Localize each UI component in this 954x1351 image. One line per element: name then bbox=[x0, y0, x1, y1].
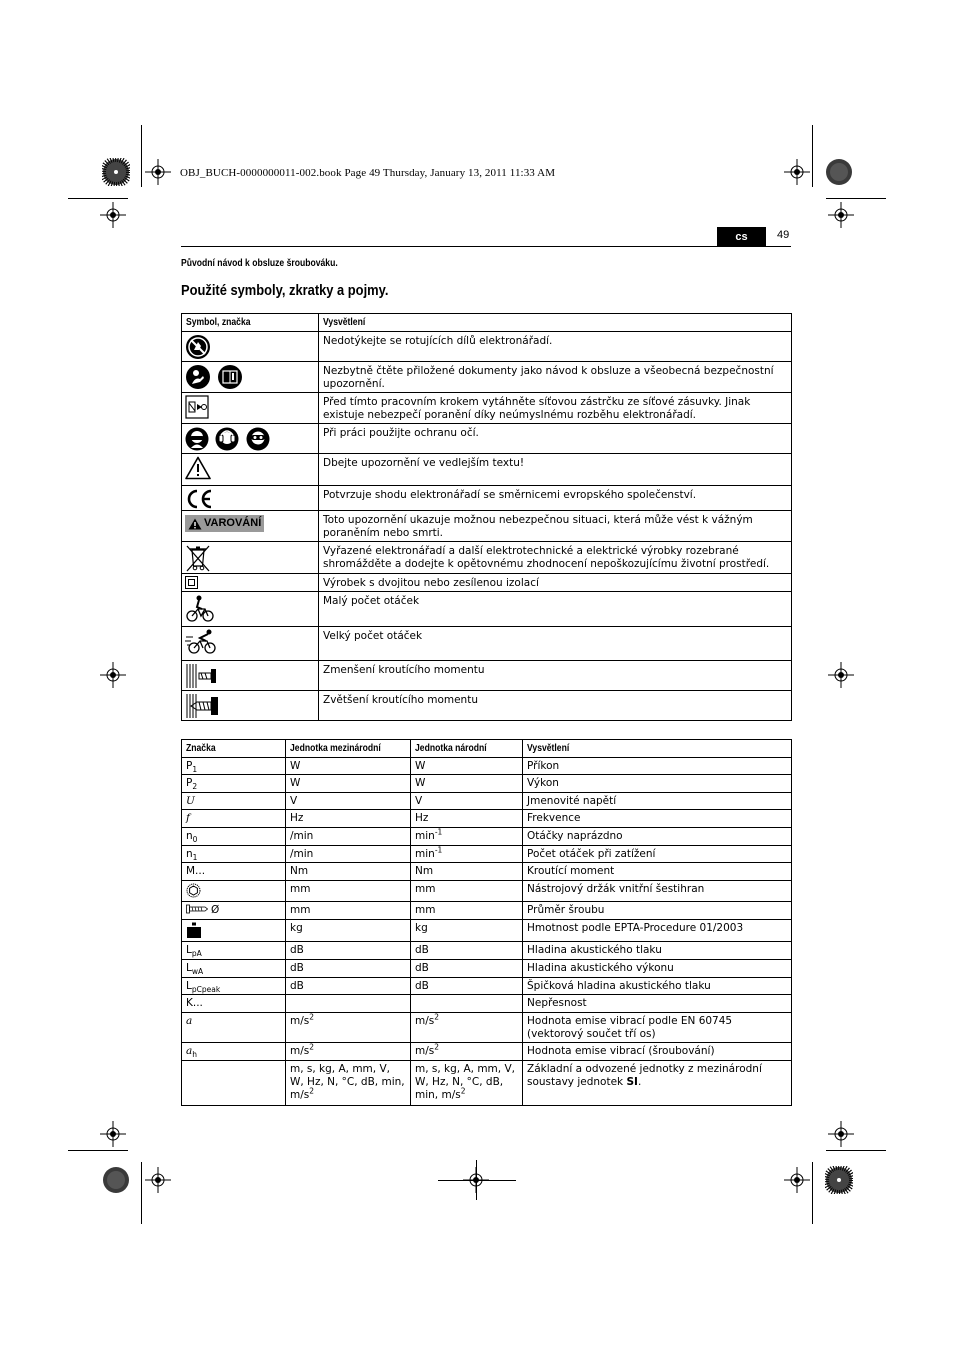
symbol-cell: $P_1$ bbox=[182, 758, 286, 775]
symbol-cell bbox=[182, 574, 319, 592]
torque-decrease-icon bbox=[185, 663, 219, 689]
registration-mark-icon bbox=[784, 1167, 810, 1193]
intl-unit-cell: $m/s^2$ bbox=[286, 1043, 411, 1061]
registration-mark-icon bbox=[100, 662, 126, 688]
table-row bbox=[182, 920, 792, 942]
description-cell: Toto upozornění ukazuje možnou nebezpečnou situaci, která může vést k vážným poraněním nebo smrti. bbox=[319, 511, 792, 542]
warning-badge bbox=[185, 515, 264, 532]
intl-unit-cell: mm bbox=[286, 902, 411, 920]
symbol-cell: f bbox=[182, 810, 286, 828]
column-header: Symbol, značka bbox=[182, 314, 319, 332]
intl-unit-cell: m, s, kg, A, mm, V, W, Hz, N, °C, dB, min, $m/s^2$ bbox=[286, 1061, 411, 1106]
table-row bbox=[182, 362, 792, 393]
color-rosette-icon bbox=[825, 158, 853, 186]
symbol-cell: $L_{pA}$ bbox=[182, 942, 286, 960]
color-rosette-icon bbox=[102, 158, 130, 186]
national-unit-cell: W bbox=[411, 758, 523, 775]
torque-increase-icon bbox=[185, 693, 221, 719]
symbol-cell bbox=[182, 486, 319, 511]
description-cell: Vyřazené elektronářadí a další elektrotechnické a elektrické výrobky rozebrané shromážděte a dodejte k opětovnému zhodnocení nepoškozujícímu životní prostředí. bbox=[319, 542, 792, 574]
language-badge: cs bbox=[717, 227, 766, 247]
table-row bbox=[182, 1013, 792, 1043]
table-row bbox=[182, 828, 792, 846]
national-unit-cell: mm bbox=[411, 902, 523, 920]
registration-mark-icon bbox=[145, 159, 171, 185]
double-insulation-icon bbox=[185, 576, 198, 589]
national-unit-cell: $\min^{-1}$ bbox=[411, 846, 523, 863]
table-row bbox=[182, 942, 792, 960]
hexagon-socket-icon bbox=[186, 883, 201, 898]
column-header: Jednotka národní bbox=[411, 740, 523, 758]
registration-mark-icon bbox=[100, 202, 126, 228]
national-unit-cell: $\min^{-1}$ bbox=[411, 828, 523, 846]
table-row bbox=[182, 846, 792, 863]
unplug-icon bbox=[185, 395, 209, 419]
table-header-row bbox=[182, 314, 792, 332]
table-row bbox=[182, 1061, 792, 1106]
intl-unit-cell: Nm bbox=[286, 863, 411, 881]
table-row bbox=[182, 960, 792, 978]
description-cell: Zvětšení kroutícího momentu bbox=[319, 691, 792, 721]
intl-unit-cell: dB bbox=[286, 978, 411, 995]
symbol-cell: $n_1$ bbox=[182, 846, 286, 863]
national-unit-cell: m, s, kg, A, mm, V, W, Hz, N, °C, dB, min, $m/s^2$ bbox=[411, 1061, 523, 1106]
national-unit-cell: Nm bbox=[411, 863, 523, 881]
read-manual-icon bbox=[185, 364, 211, 390]
description-cell: Výrobek s dvojitou nebo zesílenou izolací bbox=[319, 574, 792, 592]
registration-mark-icon bbox=[100, 1121, 126, 1147]
intl-unit-cell: /min bbox=[286, 828, 411, 846]
table-row bbox=[182, 627, 792, 661]
symbol-cell: K... bbox=[182, 995, 286, 1013]
warning-triangle-icon bbox=[188, 518, 202, 530]
symbol-cell bbox=[182, 592, 319, 627]
ce-mark-icon bbox=[185, 488, 215, 510]
registration-mark-icon bbox=[828, 662, 854, 688]
registration-mark-icon bbox=[828, 1121, 854, 1147]
symbol-cell: $a_h$ bbox=[182, 1043, 286, 1061]
symbol-cell bbox=[182, 691, 319, 721]
symbol-cell: $n_0$ bbox=[182, 828, 286, 846]
description-cell: Počet otáček při zatížení bbox=[523, 846, 792, 863]
intl-unit-cell: W bbox=[286, 775, 411, 793]
symbol-cell bbox=[182, 362, 319, 393]
description-cell: Nástrojový držák vnitřní šestihran bbox=[523, 881, 792, 902]
symbol-cell: a bbox=[182, 1013, 286, 1043]
column-header: Vysvětlení bbox=[523, 740, 792, 758]
intl-unit-cell: mm bbox=[286, 881, 411, 902]
column-header: Jednotka mezinárodní bbox=[286, 740, 411, 758]
no-touch-rotating-icon bbox=[185, 334, 211, 360]
table-row bbox=[182, 1043, 792, 1061]
intl-unit-cell: /min bbox=[286, 846, 411, 863]
national-unit-cell: mm bbox=[411, 881, 523, 902]
table-row bbox=[182, 863, 792, 881]
units-table bbox=[181, 739, 792, 1106]
table-row bbox=[182, 978, 792, 995]
national-unit-cell: V bbox=[411, 793, 523, 810]
high-speed-cyclist-icon bbox=[185, 629, 219, 655]
table-row bbox=[182, 758, 792, 775]
table-row bbox=[182, 542, 792, 574]
table-row bbox=[182, 486, 792, 511]
page-number: 49 bbox=[777, 229, 790, 241]
table-row bbox=[182, 793, 792, 810]
description-cell: Zmenšení kroutícího momentu bbox=[319, 661, 792, 691]
national-unit-cell: kg bbox=[411, 920, 523, 942]
table-row bbox=[182, 511, 792, 542]
weight-icon bbox=[186, 922, 202, 939]
symbol-cell bbox=[182, 332, 319, 362]
table-row bbox=[182, 810, 792, 828]
description-cell: Výkon bbox=[523, 775, 792, 793]
description-cell: Dbejte upozornění ve vedlejším textu! bbox=[319, 454, 792, 486]
warning-badge-label: VAROVÁNÍ bbox=[204, 517, 262, 529]
book-info-line: OBJ_BUCH-0000000011-002.book Page 49 Thursday, January 13, 2011 11:33 AM bbox=[180, 167, 556, 179]
national-unit-cell: dB bbox=[411, 942, 523, 960]
description-cell: Otáčky naprázdno bbox=[523, 828, 792, 846]
description-cell: Nedotýkejte se rotujících dílů elektronářadí. bbox=[319, 332, 792, 362]
table-row bbox=[182, 574, 792, 592]
symbol-cell bbox=[182, 1061, 286, 1106]
symbol-cell: U bbox=[182, 793, 286, 810]
book-icon bbox=[217, 364, 243, 390]
section-title: Použité symboly, zkratky a pojmy. bbox=[181, 282, 389, 299]
header-rule bbox=[181, 246, 791, 247]
table-row bbox=[182, 691, 792, 721]
description-cell: Při práci použijte ochranu očí. bbox=[319, 424, 792, 454]
national-unit-cell: dB bbox=[411, 960, 523, 978]
description-cell: Základní a odvozené jednotky z mezinárodní soustavy jednotek SI. bbox=[523, 1061, 792, 1106]
description-cell: Před tímto pracovním krokem vytáhněte síťovou zástrčku ze síťové zásuvky. Jinak existuje nebezpečí poranění díky neúmyslnému rozběhu elektronářadí. bbox=[319, 393, 792, 424]
column-header: Vysvětlení bbox=[319, 314, 792, 332]
description-cell: Průměr šroubu bbox=[523, 902, 792, 920]
description-cell: Hladina akustického výkonu bbox=[523, 960, 792, 978]
symbol-cell: $P_2$ bbox=[182, 775, 286, 793]
intl-unit-cell: Hz bbox=[286, 810, 411, 828]
symbol-cell bbox=[182, 627, 319, 661]
table-row bbox=[182, 661, 792, 691]
description-cell: Jmenovité napětí bbox=[523, 793, 792, 810]
intl-unit-cell: W bbox=[286, 758, 411, 775]
table-row bbox=[182, 592, 792, 627]
table-row bbox=[182, 902, 792, 920]
symbol-cell: Ø bbox=[182, 902, 286, 920]
symbol-cell bbox=[182, 511, 319, 542]
symbols-table bbox=[181, 313, 792, 721]
screw-icon bbox=[186, 904, 208, 914]
national-unit-cell: $m/s^2$ bbox=[411, 1013, 523, 1043]
table-row bbox=[182, 332, 792, 362]
description-cell: Nepřesnost bbox=[523, 995, 792, 1013]
registration-mark-icon bbox=[145, 1167, 171, 1193]
symbol-cell bbox=[182, 920, 286, 942]
low-speed-cyclist-icon bbox=[185, 594, 215, 624]
national-unit-cell: Hz bbox=[411, 810, 523, 828]
eye-protection-icon bbox=[185, 426, 209, 452]
table-row bbox=[182, 995, 792, 1013]
description-cell: Špičková hladina akustického tlaku bbox=[523, 978, 792, 995]
symbol-cell bbox=[182, 661, 319, 691]
description-cell: Frekvence bbox=[523, 810, 792, 828]
symbol-cell: M... bbox=[182, 863, 286, 881]
ear-protection-icon bbox=[215, 426, 239, 452]
description-cell: Hodnota emise vibrací podle EN 60745 (vektorový součet tří os) bbox=[523, 1013, 792, 1043]
table-row bbox=[182, 424, 792, 454]
table-row bbox=[182, 454, 792, 486]
goggles-icon bbox=[246, 426, 270, 452]
warning-triangle-icon bbox=[185, 456, 211, 480]
symbol-cell bbox=[182, 424, 319, 454]
intl-unit-cell: $m/s^2$ bbox=[286, 1013, 411, 1043]
table-header-row bbox=[182, 740, 792, 758]
symbol-cell: $L_{pCpeak}$ bbox=[182, 978, 286, 995]
symbol-cell bbox=[182, 881, 286, 902]
description-cell: Velký počet otáček bbox=[319, 627, 792, 661]
symbol-cell: $L_{wA}$ bbox=[182, 960, 286, 978]
table-row bbox=[182, 393, 792, 424]
national-unit-cell: W bbox=[411, 775, 523, 793]
intl-unit-cell bbox=[286, 995, 411, 1013]
description-cell: Kroutící moment bbox=[523, 863, 792, 881]
description-cell: Malý počet otáček bbox=[319, 592, 792, 627]
intl-unit-cell: dB bbox=[286, 960, 411, 978]
symbol-cell bbox=[182, 393, 319, 424]
description-cell: Potvrzuje shodu elektronářadí se směrnicemi evropského společenství. bbox=[319, 486, 792, 511]
table-row bbox=[182, 881, 792, 902]
symbol-cell bbox=[182, 542, 319, 574]
intl-unit-cell: V bbox=[286, 793, 411, 810]
color-rosette-icon bbox=[825, 1166, 853, 1194]
symbol-cell bbox=[182, 454, 319, 486]
national-unit-cell bbox=[411, 995, 523, 1013]
table-row bbox=[182, 775, 792, 793]
description-cell: Hodnota emise vibrací (šroubování) bbox=[523, 1043, 792, 1061]
registration-mark-icon bbox=[784, 159, 810, 185]
registration-mark-icon bbox=[828, 202, 854, 228]
description-cell: Příkon bbox=[523, 758, 792, 775]
column-header: Značka bbox=[182, 740, 286, 758]
intl-unit-cell: kg bbox=[286, 920, 411, 942]
national-unit-cell: dB bbox=[411, 978, 523, 995]
description-cell: Hmotnost podle EPTA-Procedure 01/2003 bbox=[523, 920, 792, 942]
document-subtitle: Původní návod k obsluze šroubováku. bbox=[181, 258, 338, 269]
national-unit-cell: $m/s^2$ bbox=[411, 1043, 523, 1061]
color-rosette-icon bbox=[102, 1166, 130, 1194]
intl-unit-cell: dB bbox=[286, 942, 411, 960]
description-cell: Nezbytně čtěte přiložené dokumenty jako návod k obsluze a všeobecná bezpečnostní upozornění. bbox=[319, 362, 792, 393]
weee-bin-icon bbox=[185, 544, 211, 572]
description-cell: Hladina akustického tlaku bbox=[523, 942, 792, 960]
